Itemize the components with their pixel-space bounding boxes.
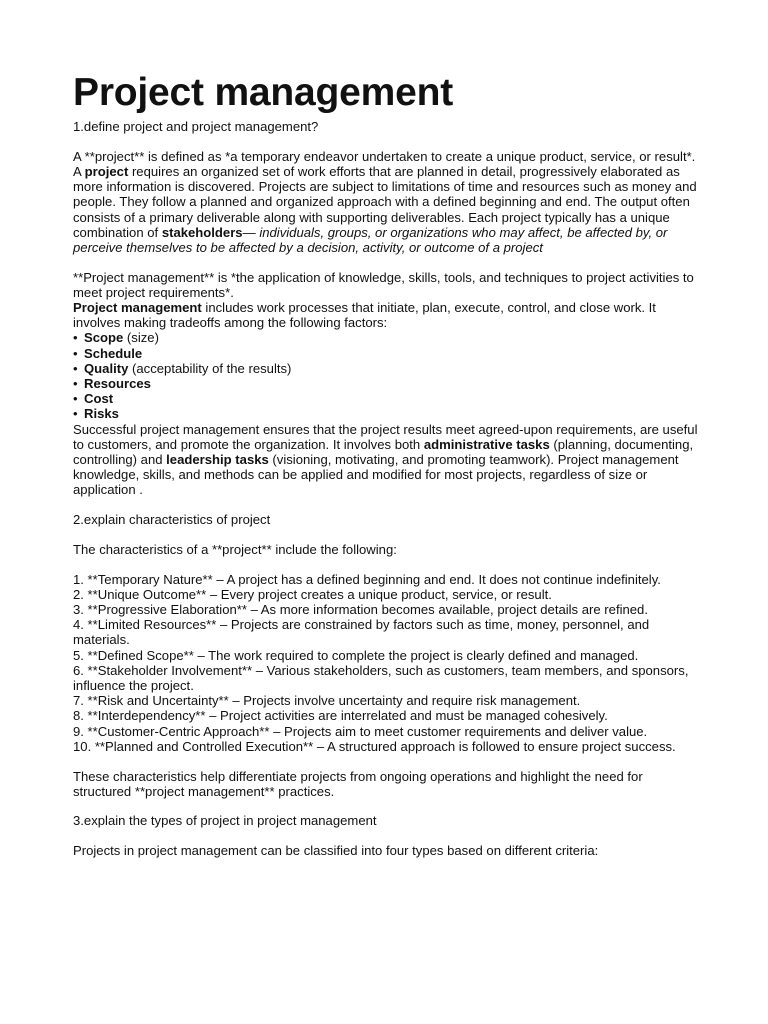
question-1: 1.define project and project management? [73,119,319,134]
page-title: Project management [73,71,454,114]
list-item: 10. **Planned and Controlled Execution** – A structured approach is followed to ensure project success. [73,738,676,754]
characteristics-list [73,572,698,754]
factor-name: Resources [84,376,151,392]
bullet: • [73,376,78,392]
list-item [73,376,698,391]
list-item: 3. **Progressive Elaboration** – As more information becomes available, project details are refined. [73,601,648,617]
text-run: (planning, documenting, controlling) and [73,436,694,468]
factor-note: (acceptability of the results) [128,360,292,376]
list-item [73,361,698,376]
pm-definition: **Project management** is *the application of knowledge, skills, tools, and techniques to project activities to meet project requirements*. [73,269,694,300]
factor-list [73,330,698,421]
pm-paragraph [73,300,698,330]
list-item: 1. **Temporary Nature** – A project has a defined beginning and end. It does not continue indefinitely. [73,571,661,587]
bullet: • [73,406,78,422]
factor-note: (size) [123,330,159,346]
bullet: • [73,345,78,361]
success-paragraph [73,422,698,498]
bullet: • [73,360,78,376]
characteristics-summary: These characteristics help differentiate projects from ongoing operations and highlight the need for structured **project management** practices. [73,768,643,799]
question-3: 3.explain the types of project in project management [73,813,377,829]
bold-term-administrative: administrative tasks [423,436,550,452]
list-item [73,346,698,361]
project-definition: A **project** is defined as *a temporary endeavor undertaken to create a unique product, service, or result*. [73,148,696,164]
bold-term-leadership: leadership tasks [166,452,269,468]
factor-name: Schedule [84,345,143,361]
text-run: requires an organized set of work efforts that are planned in detail, progressively elaborated as more information is discovered. Projects are subject to limitations of time and resources such as money and people. They follow a planned and organized approach with a defined beginning and end. The output often consists of a primary deliverable along with supporting deliverables. Each project typically has a unique combination of [73,163,697,240]
project-paragraph [73,164,698,255]
list-item [73,391,698,406]
characteristics-intro: The characteristics of a **project** include the following: [73,541,397,557]
list-item: 9. **Customer-Centric Approach** – Projects aim to meet customer requirements and deliver value. [73,723,648,739]
list-item: 4. **Limited Resources** – Projects are constrained by factors such as time, money, personnel, and materials. [73,617,650,648]
text-run: (visioning, motivating, and promoting teamwork). Project management knowledge, skills, and methods can be applied and modified for most projects, regardless of size or application . [73,452,679,498]
text-run: Successful project management ensures that the project results meet agreed-upon requirements, are useful to customers, and promote the organization. It involves both [73,421,698,452]
factor-name: Scope [84,330,124,346]
question-2: 2.explain characteristics of project [73,512,271,528]
text-run: A [73,163,85,179]
types-intro: Projects in project management can be classified into four types based on different criteria: [73,843,599,859]
factor-name: Cost [84,391,114,407]
bold-term-project: project [84,163,129,179]
bold-term-project-management: Project management [73,300,202,316]
list-item [73,330,698,345]
list-item [73,406,698,421]
bold-term-stakeholders: stakeholders [161,224,243,240]
stakeholder-definition: — individuals, groups, or organizations who may affect, be affected by, or perceive themselves to be affected by a decision, activity, or outcome of a project [73,224,668,255]
text-run: includes work processes that initiate, plan, execute, control, and close work. It involves making tradeoffs among the following factors: [73,300,656,331]
list-item: 7. **Risk and Uncertainty** – Projects involve uncertainty and require risk management. [73,693,581,709]
document-body [73,119,698,858]
factor-name: Risks [84,406,119,422]
bullet: • [73,391,78,407]
list-item: 8. **Interdependency** – Project activities are interrelated and must be managed cohesively. [73,708,608,724]
list-item: 6. **Stakeholder Involvement** – Various stakeholders, such as customers, team members, and sponsors, influence the project. [73,662,689,693]
list-item: 2. **Unique Outcome** – Every project creates a unique product, service, or result. [73,586,552,602]
bullet: • [73,330,78,346]
factor-name: Quality [84,360,129,376]
list-item: 5. **Defined Scope** – The work required to complete the project is clearly defined and managed. [73,647,639,663]
